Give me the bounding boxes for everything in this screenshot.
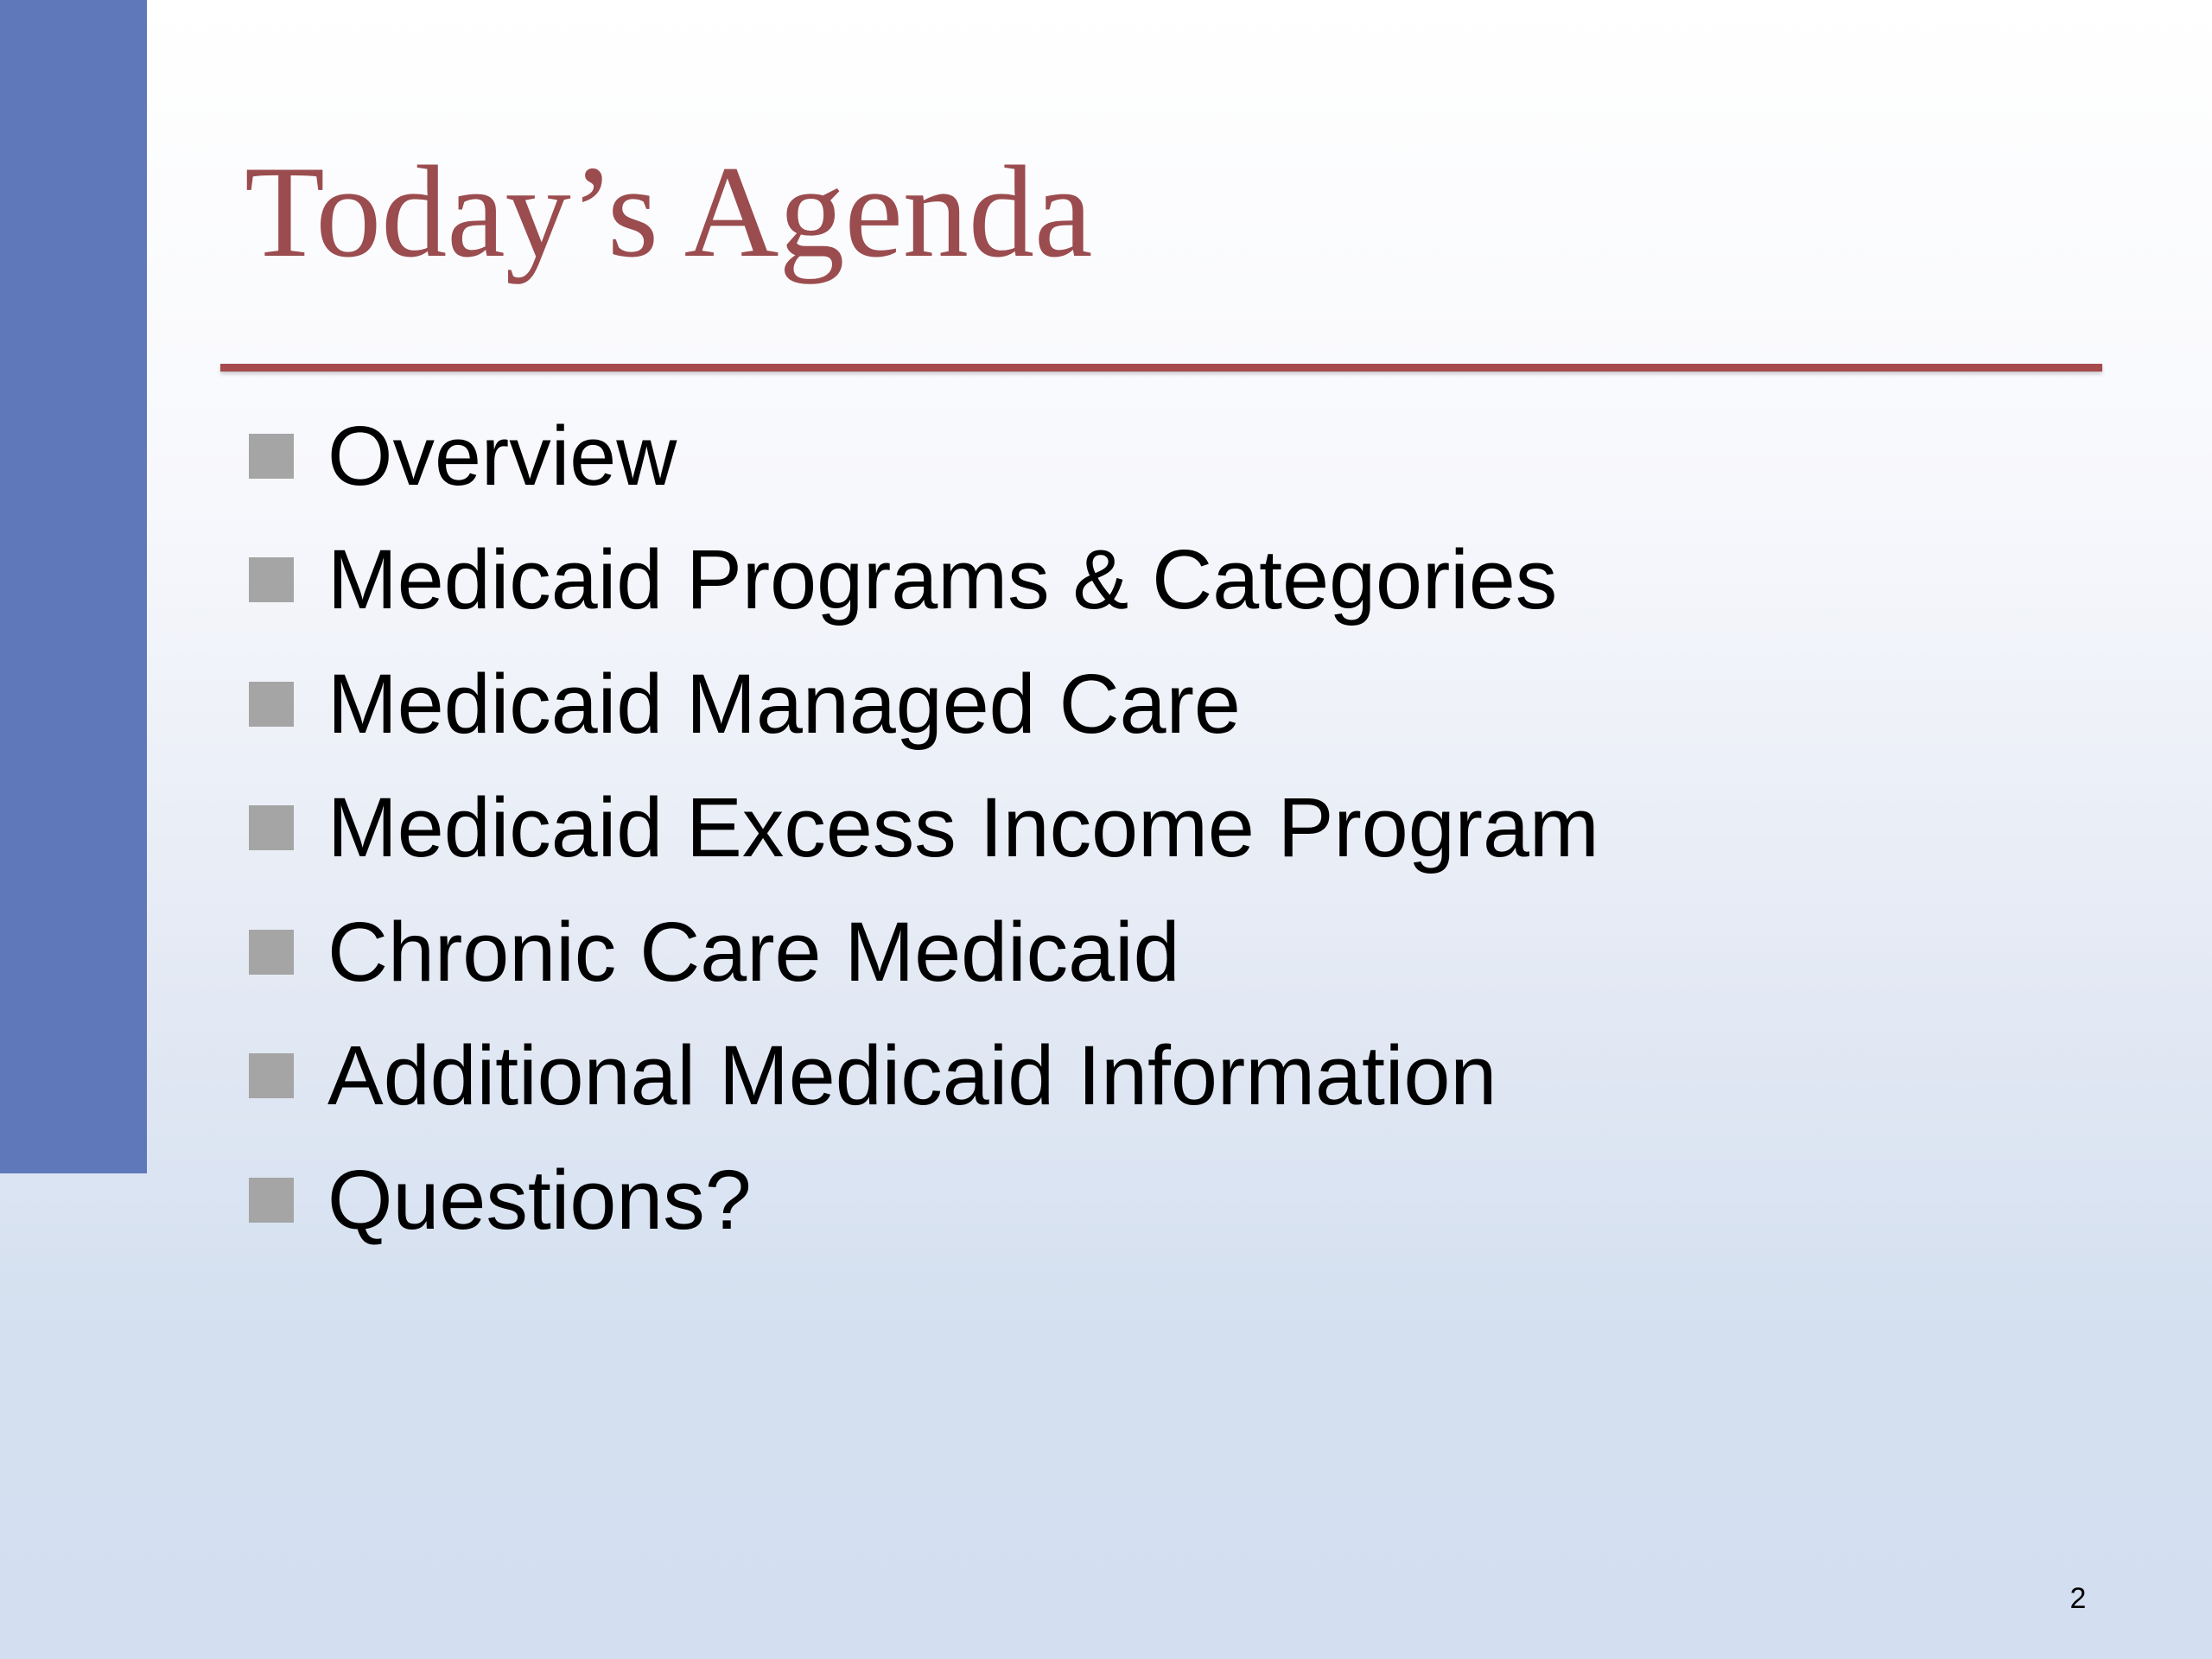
agenda-item-label: Questions? [327,1152,752,1247]
agenda-item-label: Chronic Care Medicaid [327,904,1180,999]
gray-square-bullet-icon [249,805,294,850]
agenda-item-label: Overview [327,408,677,503]
gray-square-bullet-icon [249,1178,294,1223]
slide-title: Today’s Agenda [245,139,1093,284]
agenda-item [249,890,1599,1014]
agenda-item [249,642,1599,766]
agenda-item [249,1138,1599,1262]
side-accent-bar [0,0,147,1173]
gray-square-bullet-icon [249,682,294,727]
gray-square-bullet-icon [249,930,294,975]
agenda-item [249,518,1599,643]
agenda-item-label: Additional Medicaid Information [327,1028,1497,1123]
page-number: 2 [2069,1582,2087,1615]
title-divider [220,364,2102,372]
gray-square-bullet-icon [249,1053,294,1098]
agenda-item [249,394,1599,518]
agenda-item [249,766,1599,891]
agenda-item-label: Medicaid Managed Care [327,656,1241,751]
agenda-item [249,1014,1599,1139]
gray-square-bullet-icon [249,557,294,602]
agenda-item-label: Medicaid Programs & Categories [327,532,1558,627]
gray-square-bullet-icon [249,434,294,479]
agenda-list [249,394,1599,1262]
agenda-item-label: Medicaid Excess Income Program [327,780,1599,875]
